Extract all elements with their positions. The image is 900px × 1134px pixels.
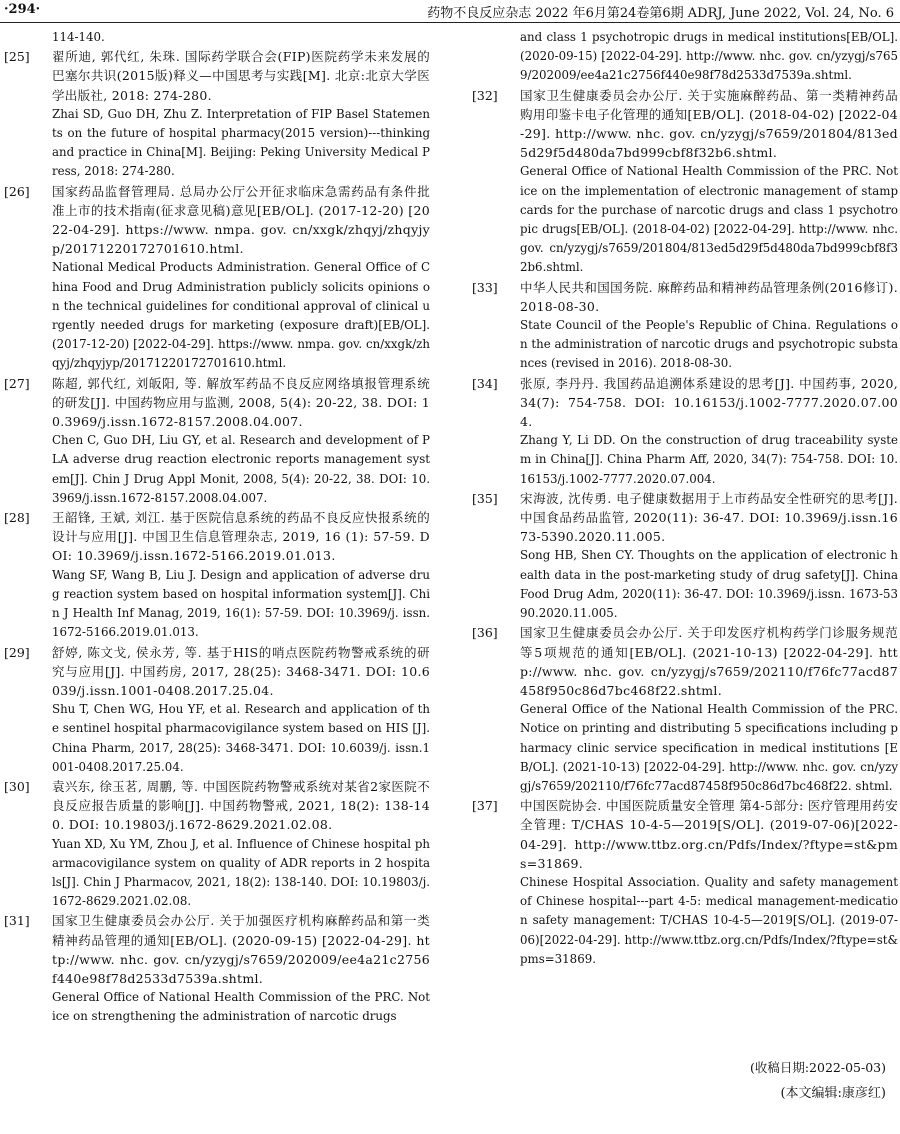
reference-number: [29]	[4, 644, 30, 660]
reference-chinese: 国家卫生健康委员会办公厅. 关于实施麻醉药品、第一类精神药品购用印鉴卡电子化管理的通知[EB/OL]. (2018-04-02) [2022-04-29]. http://www. nhc. gov. cn/yzygj/s7659/201804/813ed5d29f5d480da7bd999cbf8f32b6.shtml.	[520, 87, 898, 161]
reference-english: Shu T, Chen WG, Hou YF, et al. Research and application of the sentinel hospital pharmacovigilance system based on HIS [J]. China Pharm, 2017, 28(25): 3468-3471. DOI: 10.6039/j. issn.1001-0408.2017.25.04.	[52, 702, 430, 774]
reference-chinese: 翟所迪, 郭代红, 朱珠. 国际药学联合会(FIP)医院药学未来发展的巴塞尔共识(2015版)释义—中国思考与实践[M]. 北京:北京大学医学出版社, 2018: 274-280.	[52, 49, 430, 103]
reference-english: Song HB, Shen CY. Thoughts on the application of electronic health data in the post-marketing study of drug safety[J]. China Food Drug Adm, 2020(11): 36-47. DOI: 10.3969/j.issn. 1673-5390.2020.11.005.	[520, 548, 898, 621]
reference-chinese: 中国医院协会. 中国医院质量安全管理 第4-5部分: 医疗管理用药安全管理: T/CHAS 10-4-5—2019[S/OL]. (2019-07-06)[2022-04-29]. http://www.ttbz.org.cn/Pdfs/Index/?ftype=st&pms=31869.	[520, 798, 898, 871]
right-column	[472, 28, 898, 1128]
reference-entry	[4, 47, 430, 181]
reference-english: Yuan XD, Xu YM, Zhou J, et al. Influence of Chinese hospital pharmacovigilance system on quality of ADR reports in 2 hospitals[J]. Chin J Pharmacov, 2021, 18(2): 138-140. DOI: 10.19803/j.1672-8629.2021.02.08.	[52, 836, 430, 909]
reference-english: Chinese Hospital Association. Quality and safety management of Chinese hospital---part 4-5: medical management-medication safety management: T/CHAS 10-4-5—2019[S/OL]. (2019-07-06)[2022-04-29]. http://www.ttbz.org.cn/Pdfs/Index/?ftype=st&pms=31869.	[520, 874, 898, 966]
running-header	[0, 0, 900, 23]
reference-number: [33]	[472, 279, 498, 295]
reference-number: [37]	[472, 798, 498, 814]
reference-english: National Medical Products Administration. General Office of China Food and Drug Administration publicly solicits opinions on the technical guidelines for conditional approval of clinical urgently needed drugs for marketing (exposure draft)[EB/OL]. (2017-12-20) [2022-04-29]. https://www. nmpa. gov. cn/xxgk/zhqyj/zhqyjyp/20171220172701610.html.	[52, 260, 430, 371]
reference-number: [28]	[4, 510, 30, 526]
reference-continuation: 114-140.	[52, 30, 105, 44]
reference-english: General Office of National Health Commission of the PRC. Notice on strengthening the administration of narcotic drugs	[52, 990, 430, 1024]
reference-entry	[4, 508, 430, 642]
reference-chinese: 袁兴东, 徐玉茗, 周鹏, 等. 中国医院药物警戒系统对某省2家医院不良反应报告质量的影响[J]. 中国药物警戒, 2021, 18(2): 138-140. DOI: 10.19803/j.1672-8629.2021.02.08.	[52, 778, 430, 833]
reference-entry	[4, 777, 430, 911]
reference-number: [27]	[4, 375, 30, 391]
reference-english: State Council of the People's Republic of China. Regulations on the administration of narcotic drugs and psychotropic substances (revised in 2016). 2018-08-30.	[520, 318, 898, 371]
reference-chinese: 张原, 李丹丹. 我国药品追溯体系建设的思考[J]. 中国药事, 2020, 34(7): 754-758. DOI: 10.16153/j.1002-7777.2020.07.004.	[520, 375, 898, 430]
reference-entry	[472, 796, 898, 969]
reference-number: [35]	[472, 490, 498, 506]
reference-entry	[4, 374, 430, 508]
reference-english: Wang SF, Wang B, Liu J. Design and application of adverse drug reaction system based on hospital information system[J]. Chin J Health Inf Manag, 2019, 16(1): 57-59. DOI: 10.3969/j. issn.1672-5166.2019.01.013.	[52, 567, 430, 640]
left-column	[4, 28, 430, 1128]
reference-chinese: 国家药品监督管理局. 总局办公厅公开征求临床急需药品有条件批准上市的技术指南(征求意见稿)意见[EB/OL]. (2017-12-20) [2022-04-29]. https://www. nmpa. gov. cn/xxgk/zhqyj/zhqyjyp/20171220172701610.html.	[52, 183, 430, 257]
reference-number: [32]	[472, 87, 498, 103]
journal-citation: 药物不良反应杂志 2022 年6月第24卷第6期 ADRJ, June 2022, Vol. 24, No. 6	[427, 6, 894, 21]
reference-chinese: 陈超, 郭代红, 刘皈阳, 等. 解放军药品不良反应网络填报管理系统的研发[J]. 中国药物应用与监测, 2008, 5(4): 20-22, 38. DOI: 10.3969/j.issn.1672-8157.2008.04.007.	[52, 375, 430, 430]
reference-english: General Office of National Health Commission of the PRC. Notice on the implementation of electronic management of stamp cards for the purchase of narcotic drugs and class 1 psychotropic drugs[EB/OL]. (2018-04-02) [2022-04-29]. http://www. nhc. gov. cn/yzygj/s7659/201804/813ed5d29f5d480da7bd999cbf8f32b6.shtml.	[520, 164, 898, 275]
reference-entry	[472, 489, 898, 623]
reference-english: Zhai SD, Guo DH, Zhu Z. Interpretation of FIP Basel Statements on the future of hospital pharmacy(2015 version)---thinking and practice in China[M]. Beijing: Peking University Medical Press, 2018: 274-280.	[52, 106, 430, 179]
reference-entry	[472, 374, 898, 489]
reference-chinese: 国家卫生健康委员会办公厅. 关于加强医疗机构麻醉药品和第一类精神药品管理的通知[EB/OL]. (2020-09-15) [2022-04-29]. http://www. nhc. gov. cn/yzygj/s7659/202009/ee4a21c2756f440e98f78d2533d7539a.shtml.	[52, 913, 430, 986]
reference-entry	[472, 86, 898, 278]
reference-chinese: 国家卫生健康委员会办公厅. 关于印发医疗机构药学门诊服务规范等5项规范的通知[EB/OL]. (2021-10-13) [2022-04-29]. http://www. nhc. gov. cn/yzygj/s7659/202110/f76fc77acd87458f950c86d7bc468f22.shtml.	[520, 625, 898, 698]
reference-english: Chen C, Guo DH, Liu GY, et al. Research and development of PLA adverse drug reaction electronic reports management system[J]. Chin J Drug Appl Monit, 2008, 5(4): 20-22, 38. DOI: 10.3969/j.issn.1672-8157.2008.04.007.	[52, 433, 430, 505]
reference-english: General Office of the National Health Commission of the PRC. Notice on printing and distributing 5 specifications including pharmacy clinic service specification in medical institutions [EB/OL]. (2021-10-13) [2022-04-29]. http://www. nhc. gov. cn/yzygj/s7659/202110/f76fc77acd87458f950c86d7bc468f22. shtml.	[520, 702, 898, 793]
reference-entry	[4, 643, 430, 777]
reference-entry	[4, 182, 430, 374]
reference-number: [34]	[472, 375, 498, 391]
reference-english: Zhang Y, Li DD. On the construction of drug traceability system in China[J]. China Pharm Aff, 2020, 34(7): 754-758. DOI: 10.16153/j.1002-7777.2020.07.004.	[520, 433, 898, 486]
reference-entry	[472, 623, 898, 796]
page-number: ·294·	[4, 2, 41, 17]
reference-chinese: 王韶锋, 王斌, 刘江. 基于医院信息系统的药品不良反应快报系统的设计与应用[J]. 中国卫生信息管理杂志, 2019, 16 (1): 57-59. DOI: 10.3969/j.issn.1672-5166.2019.01.013.	[52, 510, 430, 564]
reference-number: [31]	[4, 913, 30, 929]
reference-chinese: 舒婷, 陈文戈, 侯永芳, 等. 基于HIS的哨点医院药物警戒系统的研究与应用[J]. 中国药房, 2017, 28(25): 3468-3471. DOI: 10.6039/j.issn.1001-0408.2017.25.04.	[52, 644, 430, 698]
received-date: (收稿日期:2022-05-03)	[749, 1060, 886, 1075]
reference-number: [25]	[4, 49, 30, 65]
reference-entry	[4, 911, 430, 1026]
reference-continuation: and class 1 psychotropic drugs in medical institutions[EB/OL]. (2020-09-15) [2022-04-29]. http://www. nhc. gov. cn/yzygj/s7659/202009/ee4a21c2756f440e98f78d2533d7539a.shtml.	[520, 30, 898, 83]
reference-number: [36]	[472, 625, 498, 641]
reference-chinese: 中华人民共和国国务院. 麻醉药品和精神药品管理条例(2016修订). 2018-08-30.	[520, 279, 898, 314]
reference-entry	[472, 278, 898, 374]
reference-number: [26]	[4, 183, 30, 199]
reference-number: [30]	[4, 778, 30, 794]
reference-chinese: 宋海波, 沈传勇. 电子健康数据用于上市药品安全性研究的思考[J]. 中国食品药品监管, 2020(11): 36-47. DOI: 10.3969/j.issn.1673-5390.2020.11.005.	[520, 490, 898, 545]
editor-credit: (本文编辑:康彦红)	[780, 1086, 886, 1101]
